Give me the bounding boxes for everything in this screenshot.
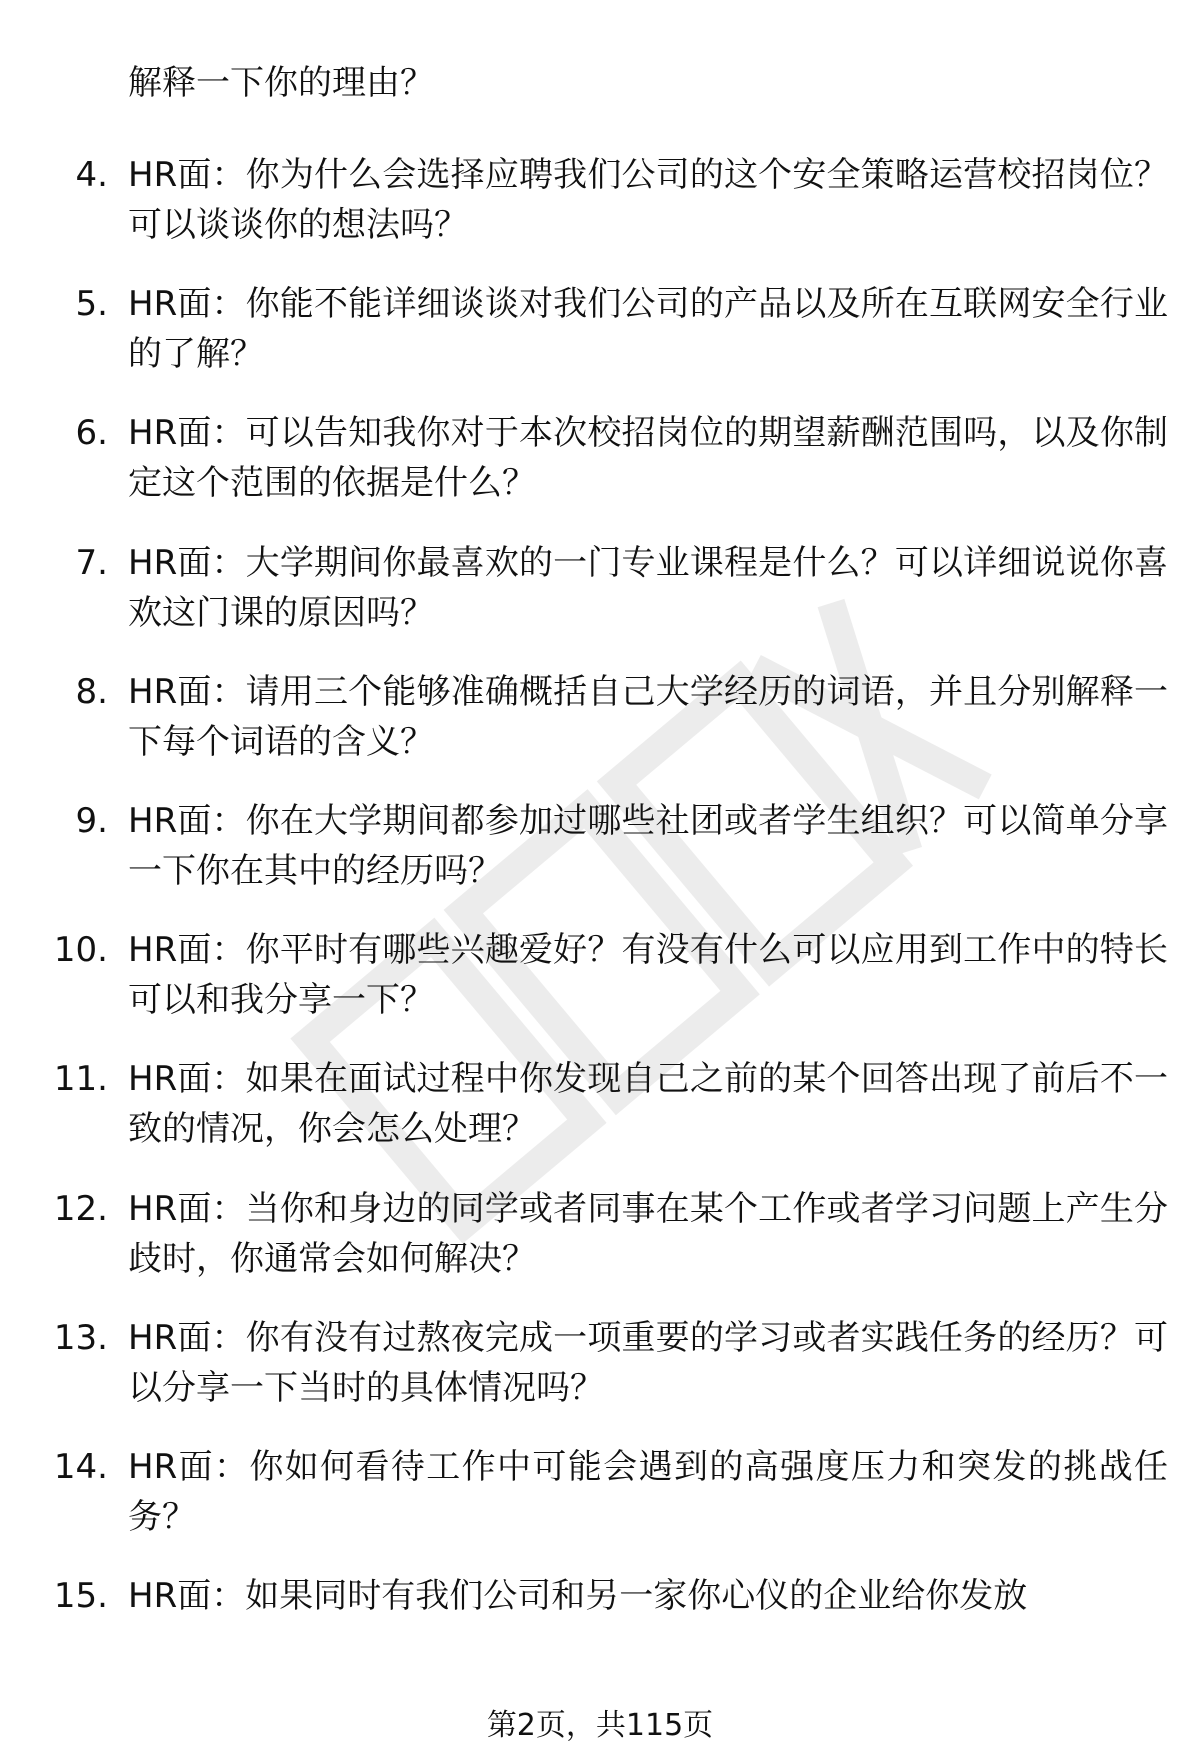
list-item xyxy=(0,150,1200,279)
question-text: HR面：你能不能详细谈谈对我们公司的产品以及所在互联网安全行业的了解？ xyxy=(128,284,1168,375)
question-text: HR面：请用三个能够准确概括自己大学经历的词语，并且分别解释一下每个词语的含义？ xyxy=(128,671,1168,762)
question-text: HR面：如果在面试过程中你发现自己之前的某个回答出现了前后不一致的情况，你会怎么处理？ xyxy=(128,1059,1168,1150)
question-number: 4. xyxy=(75,155,108,195)
list-item xyxy=(0,538,1200,667)
question-text: HR面：你如何看待工作中可能会遇到的高强度压力和突发的挑战任务？ xyxy=(128,1446,1168,1537)
question-number: 10. xyxy=(53,930,108,971)
page-footer: 第2页，共115页 xyxy=(486,1708,714,1743)
question-number: 15. xyxy=(53,1576,108,1617)
question-text: HR面：如果同时有我们公司和另一家你心仪的企业给你发放 xyxy=(128,1576,1028,1617)
list-item xyxy=(0,667,1200,796)
list-item xyxy=(0,408,1200,537)
question-text: HR面：你在大学期间都参加过哪些社团或者学生组织？可以简单分享一下你在其中的经历吗？ xyxy=(128,800,1168,891)
list-item xyxy=(0,925,1200,1054)
question-number: 6. xyxy=(75,413,108,454)
list-item xyxy=(0,796,1200,925)
continuation-text: 解释一下你的理由？ xyxy=(128,63,434,103)
question-text: HR面：你为什么会选择应聘我们公司的这个安全策略运营校招岗位？可以谈谈你的想法吗？ xyxy=(128,155,1168,245)
question-number: 11. xyxy=(53,1059,108,1100)
question-number: 13. xyxy=(53,1317,108,1358)
list-item xyxy=(0,1184,1200,1313)
question-number: 5. xyxy=(75,284,108,325)
question-number: 12. xyxy=(53,1188,108,1229)
list-item xyxy=(0,1571,1200,1700)
list-item xyxy=(0,1442,1200,1571)
question-number: 14. xyxy=(53,1446,108,1487)
question-number: 8. xyxy=(75,671,108,712)
question-number: 7. xyxy=(75,542,108,583)
question-text: HR面：可以告知我你对于本次校招岗位的期望薪酬范围吗，以及你制定这个范围的依据是什么？ xyxy=(128,413,1168,504)
question-list xyxy=(0,150,1200,1700)
list-item xyxy=(0,1313,1200,1442)
question-text: HR面：你平时有哪些兴趣爱好？有没有什么可以应用到工作中的特长可以和我分享一下？ xyxy=(128,930,1168,1021)
question-text: HR面：当你和身边的同学或者同事在某个工作或者学习问题上产生分歧时，你通常会如何解决？ xyxy=(128,1188,1168,1279)
list-item xyxy=(0,279,1200,408)
question-text: HR面：大学期间你最喜欢的一门专业课程是什么？可以详细说说你喜欢这门课的原因吗？ xyxy=(128,542,1168,633)
question-number: 9. xyxy=(75,800,108,841)
list-item xyxy=(0,1054,1200,1183)
question-text: HR面：你有没有过熬夜完成一项重要的学习或者实践任务的经历？可以分享一下当时的具体情况吗？ xyxy=(128,1317,1168,1408)
